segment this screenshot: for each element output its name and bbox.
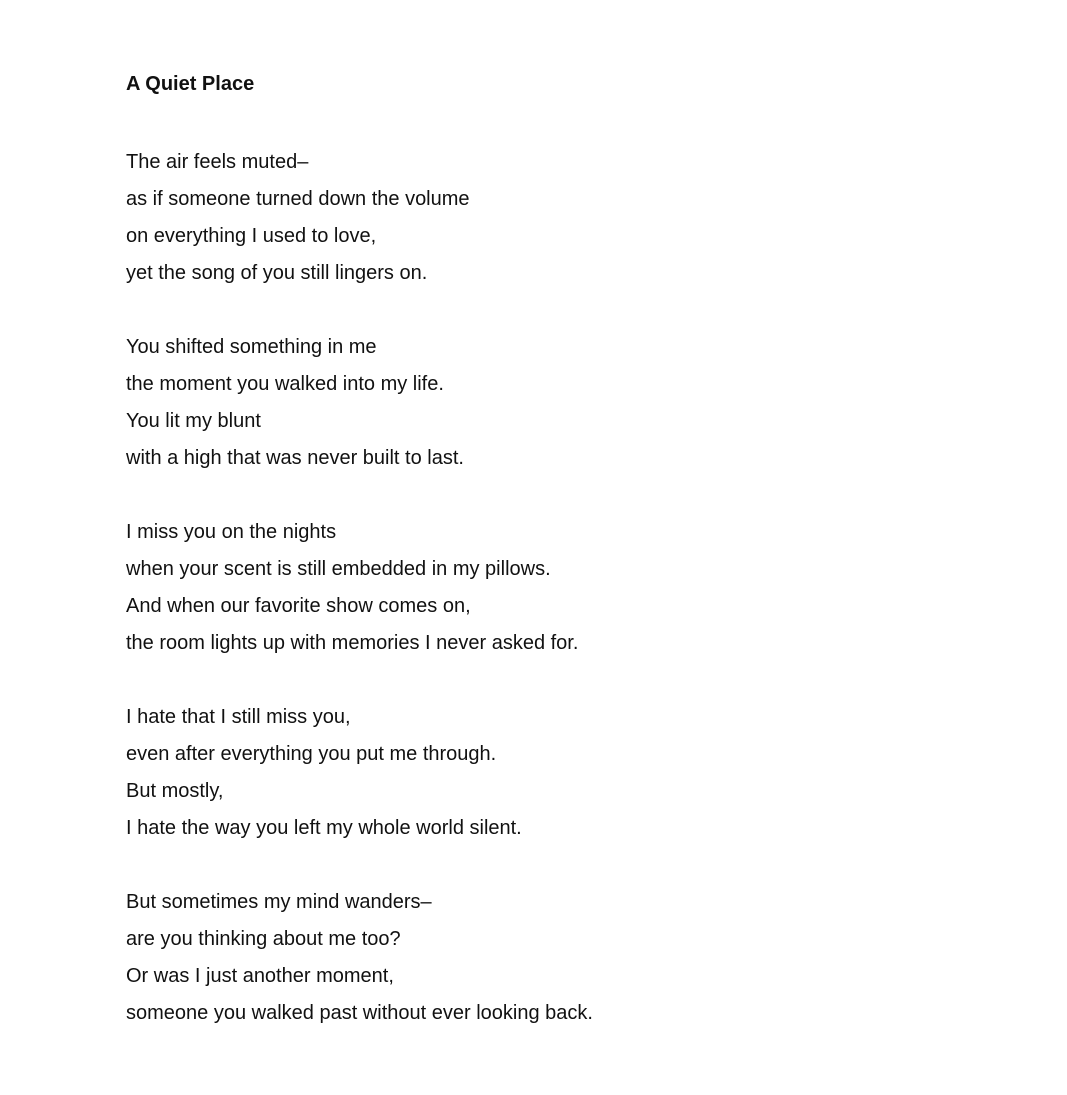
poem-line: someone you walked past without ever looking back. bbox=[126, 1002, 593, 1024]
poem-line: with a high that was never built to last. bbox=[126, 447, 464, 469]
poem-line: I miss you on the nights bbox=[126, 521, 337, 543]
poem-line: the moment you walked into my life. bbox=[126, 373, 444, 395]
stanza-2 bbox=[126, 329, 1006, 477]
poem-line: And when our favorite show comes on, bbox=[126, 595, 471, 617]
document-page bbox=[126, 70, 1006, 1032]
poem-line: the room lights up with memories I never asked for. bbox=[126, 632, 579, 654]
poem-line: You lit my blunt bbox=[126, 410, 261, 432]
poem-line: when your scent is still embedded in my pillows. bbox=[126, 558, 551, 580]
poem-line: I hate the way you left my whole world silent. bbox=[126, 817, 522, 839]
poem-line: as if someone turned down the volume bbox=[126, 188, 470, 210]
poem-line: on everything I used to love, bbox=[126, 225, 377, 247]
stanza-1 bbox=[126, 144, 1006, 292]
poem-line: Or was I just another moment, bbox=[126, 965, 394, 987]
poem-title: A Quiet Place bbox=[126, 73, 255, 95]
poem-line: But sometimes my mind wanders– bbox=[126, 891, 432, 913]
stanza-4 bbox=[126, 699, 1006, 847]
poem-line: You shifted something in me bbox=[126, 336, 377, 358]
stanza-5 bbox=[126, 884, 1006, 1032]
poem-line: But mostly, bbox=[126, 780, 224, 802]
poem-line: even after everything you put me through. bbox=[126, 743, 497, 765]
poem-line: are you thinking about me too? bbox=[126, 928, 401, 950]
poem-line: yet the song of you still lingers on. bbox=[126, 262, 428, 284]
poem-line: The air feels muted– bbox=[126, 151, 309, 173]
poem-line: I hate that I still miss you, bbox=[126, 706, 351, 728]
stanza-3 bbox=[126, 514, 1006, 662]
